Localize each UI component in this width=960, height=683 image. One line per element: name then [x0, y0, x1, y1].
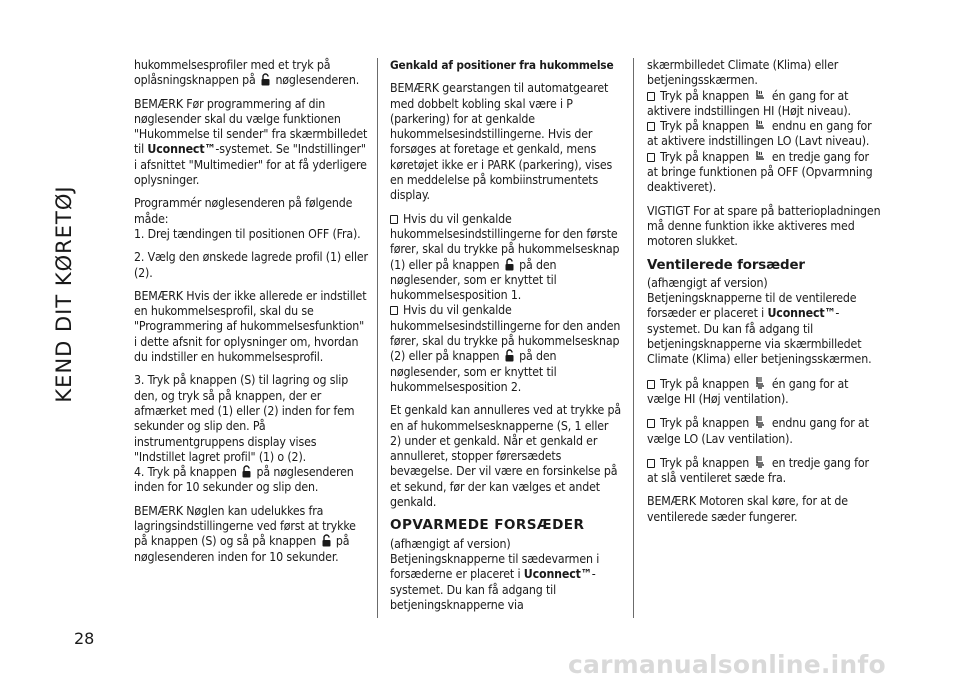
bullet-item — [647, 455, 881, 487]
text: Tryk på knappen — [660, 149, 750, 164]
checkbox-bullet-icon — [647, 122, 655, 131]
text: en tredje gang for at bringe funktionen på OFF (Opvarmning deaktiveret). — [647, 149, 873, 195]
paragraph — [647, 291, 881, 367]
ventilated-seat-icon — [754, 376, 766, 390]
column-divider — [377, 58, 378, 618]
step — [134, 465, 368, 496]
text: Hvis du vil genkalde hukommelsesindstillingerne for den anden fører, skal du trykke på hukommelsesknap (2) eller på knappen — [390, 303, 621, 364]
paragraph: Et genkald kan annulleres ved at trykke på en af hukommelsesknapperne (S, 1 eller 2) under et genkald. Når et genkald er annulleret, stopper førersædets bevægelse. Der vil være en forsinkelse på et sekund, før der kan vælges et andet genkald. — [390, 403, 622, 510]
text: på nøglesenderen inden for 10 sekunder. — [134, 534, 350, 564]
heated-seat-icon — [754, 119, 766, 132]
checkbox-bullet-icon — [390, 215, 398, 224]
note: BEMÆRK Motoren skal køre, for at de ventilerede sæder fungerer. — [647, 494, 848, 524]
column-left — [134, 58, 368, 573]
checkbox-bullet-icon — [647, 380, 655, 389]
text: endnu gang for at vælge LO (Lav ventilation). — [647, 416, 869, 446]
text: Tryk på knappen — [660, 376, 750, 391]
subtitle: (afhængigt af version) — [647, 275, 768, 290]
column-divider — [633, 58, 634, 618]
paragraph: Programmér nøglesenderen på følgende måde: — [134, 196, 353, 226]
section-heading: Ventilerede forsæder — [647, 257, 805, 273]
step: 3. Tryk på knappen (S) til lagring og slip den, og tryk så på knappen, der er afmærket med (1) eller (2) inden for fem sekunder og slip den. På instrumentgruppens display vises "Indstillet lagret profil" (1) o (2). — [134, 373, 355, 464]
subtitle: (afhængigt af version) — [390, 536, 511, 551]
checkbox-bullet-icon — [647, 92, 655, 101]
bullet-item — [390, 303, 622, 395]
brand-name: Uconnect™ — [523, 567, 592, 582]
key-fob-unlock-icon — [242, 465, 251, 478]
text: Betjeningsknapperne til sædevarmen i forsæderne er placeret i — [390, 551, 600, 582]
section-heading: OPVARMEDE FORSÆDER — [390, 517, 585, 534]
heated-seat-icon — [754, 150, 766, 163]
bullet-item — [647, 150, 881, 196]
text: -systemet. Du kan få adgang til betjeningsknapperne via — [390, 567, 596, 612]
text: Betjeningsknapperne til de ventilerede forsæder er placeret i — [647, 291, 857, 321]
bullet-item — [390, 212, 622, 304]
warning-note: VIGTIGT For at spare på batteriopladningen må denne funktion ikke aktiveres med motoren slukket. — [647, 203, 881, 249]
note: BEMÆRK gearstangen til automatgearet med dobbelt kobling skal være i P (parkering) for at genkalde hukommelsesindstillingerne. Hvis der forsøges at foretage et genkald, mens køretøjet ikke er i PARK (parkering), vises en meddelelse på kombiinstrumentets display. — [390, 81, 613, 203]
watermark: carmanualsonline.info — [568, 650, 886, 679]
text: en tredje gang for at slå ventileret sæde fra. — [647, 455, 869, 486]
text: én gang for at vælge HI (Høj ventilation). — [647, 376, 849, 406]
text: Tryk på knappen — [660, 416, 750, 431]
chapter-title: KEND DIT KØRETØJ — [52, 185, 76, 403]
paragraph — [134, 58, 368, 89]
text: BEMÆRK Nøglen kan udelukkes fra lagringsindstillingerne ved først at trykke på knappen (S) og så på knappen — [134, 503, 356, 549]
key-fob-unlock-icon — [505, 258, 514, 271]
text: endnu en gang for at aktivere indstillingen LO (Lavt niveau). — [647, 119, 872, 149]
text: BEMÆRK Før programmering af din nøglesender skal du vælge funktionen "Hukommelse til sender" fra skærmbilledet til — [134, 96, 368, 157]
key-fob-unlock-icon — [322, 534, 331, 547]
text: på den nøglesender, som er knyttet til hukommelsesposition 2. — [390, 349, 557, 394]
bullet-item — [647, 89, 881, 120]
note — [134, 97, 368, 189]
bullet-item — [647, 415, 881, 447]
text: -systemet. Se "Indstillinger" i afsnittet "Multimedier" for at få yderligere oplysninger. — [134, 142, 367, 188]
text: Tryk på knappen — [660, 88, 750, 103]
text: på den nøglesender, som er knyttet til hukommelsesposition 1. — [390, 257, 557, 303]
text: hukommelsesprofiler med et tryk på oplåsningsknappen på — [134, 58, 331, 88]
text: Hvis du vil genkalde hukommelsesindstillingerne for den første fører, skal du trykke på hukommelsesknap (1) eller på knappen — [390, 211, 620, 272]
bullet-item — [647, 376, 881, 408]
text: -systemet. Du kan få adgang til betjeningsknapperne via skærmbilledet Climate (Klima) eller betjeningsskærmen. — [647, 306, 872, 367]
ventilated-seat-icon — [754, 455, 766, 469]
text: Tryk på knappen — [660, 119, 750, 134]
checkbox-bullet-icon — [647, 153, 655, 162]
note: BEMÆRK Hvis der ikke allerede er indstillet en hukommelsesprofil, skal du se "Programmering af hukommelsesfunktion" i dette afsnit for oplysninger om, hvordan du indstiller en hukommelsesprofil. — [134, 288, 367, 365]
brand-name: Uconnect™ — [767, 306, 836, 321]
checkbox-bullet-icon — [390, 306, 398, 315]
step: 2. Vælg den ønskede lagrede profil (1) eller (2). — [134, 250, 368, 280]
section-heading: Genkald af positioner fra hukommelse — [390, 58, 614, 72]
heated-seat-icon — [754, 89, 766, 102]
checkbox-bullet-icon — [647, 459, 655, 468]
ventilated-seat-icon — [754, 415, 766, 429]
brand-name: Uconnect™ — [147, 142, 216, 157]
text: 4. Tryk på knappen — [134, 465, 237, 480]
key-fob-unlock-icon — [505, 349, 514, 362]
checkbox-bullet-icon — [647, 419, 655, 428]
page-number: 28 — [74, 629, 95, 648]
text: én gang for at aktivere indstillingen HI (Højt niveau). — [647, 88, 851, 118]
bullet-item — [647, 119, 881, 150]
text: Tryk på knappen — [660, 455, 750, 470]
note — [134, 504, 368, 565]
column-middle — [390, 58, 622, 621]
paragraph — [390, 552, 622, 613]
step: 1. Drej tændingen til positionen OFF (Fra). — [134, 226, 361, 241]
text: på nøglesenderen inden for 10 sekunder og slip den. — [134, 465, 354, 495]
text: nøglesenderen. — [275, 73, 360, 88]
column-right — [647, 58, 881, 533]
paragraph: skærmbilledet Climate (Klima) eller betjeningsskærmen. — [647, 58, 839, 88]
key-fob-unlock-icon — [261, 73, 270, 86]
